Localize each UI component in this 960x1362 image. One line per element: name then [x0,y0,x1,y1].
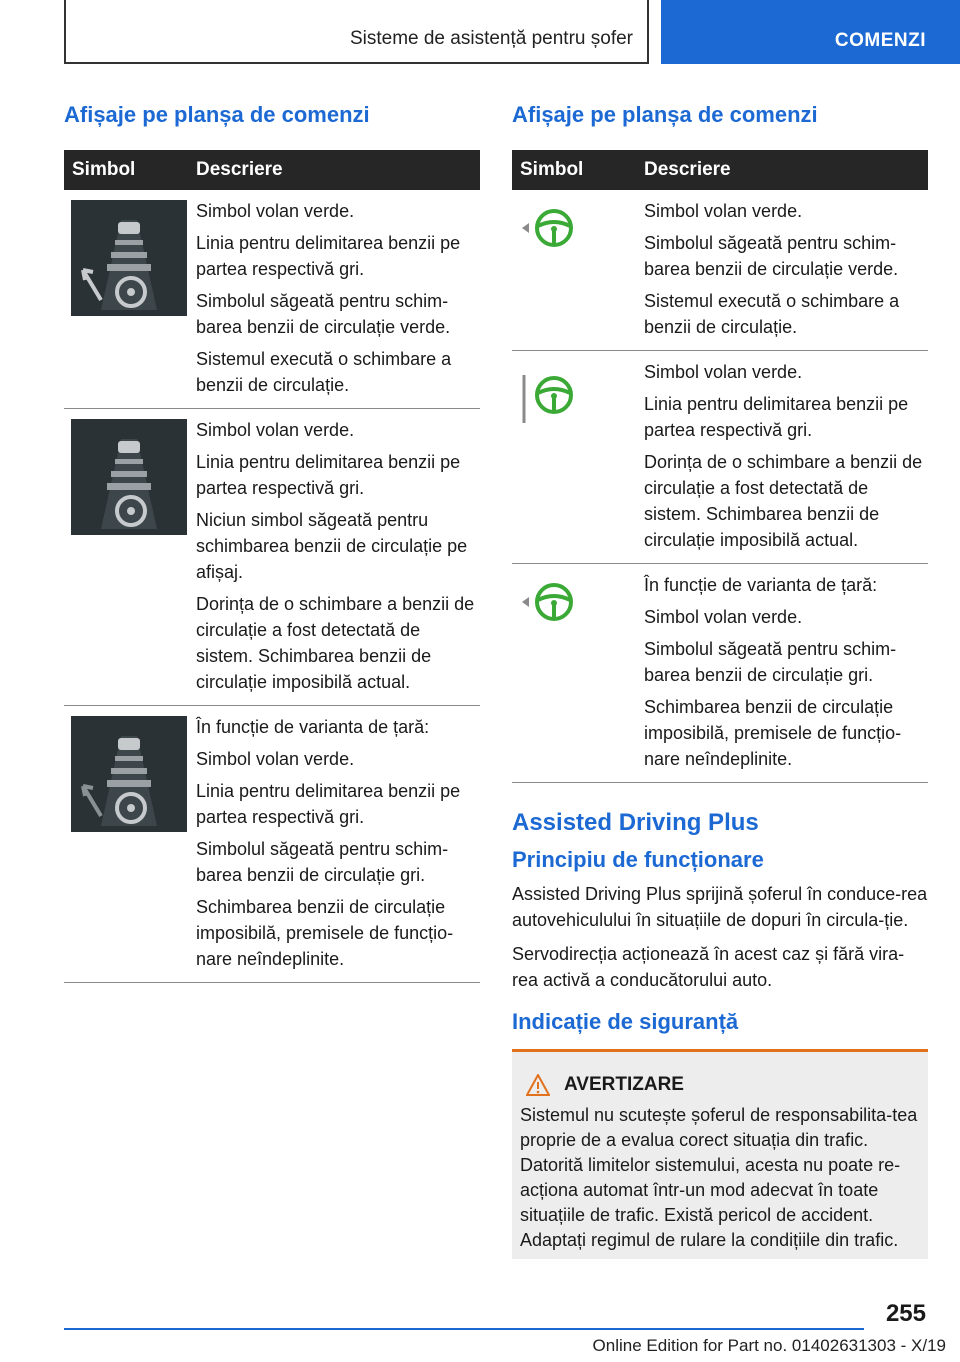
steering-wheel-gray-arrow-icon [520,580,580,624]
left-table-header [64,150,480,190]
warning-text: Sistemul nu scutește șoferul de responsabilita-tea proprie de a evalua corect situația din trafic. Datorită limitelor sistemului, acesta nu poate re-acționa automat într-un mod adecvat în toate situațiile de trafic. Există pericol de accident. Adaptați regimul de rulare la condițiile din trafic. [520,1105,918,1250]
row-line: În funcție de varianta de țară: [644,575,878,595]
row-line: Simbol volan verde. [644,362,803,382]
row-line: Simbol volan verde. [196,201,355,221]
lane-change-left-arrow-gray-icon [71,716,187,832]
right-section-title: Afișaje pe planșa de comenzi [512,102,818,127]
row-line: Simbol volan verde. [644,201,803,221]
footer-rule [64,1328,864,1330]
right-table-header [512,150,928,190]
footer-edition: Online Edition for Part no. 01402631303 - X/19 [592,1336,946,1355]
col-symbol-header: Simbol [72,159,136,180]
table-row [64,190,480,409]
row-line: Simbolul săgeată pentru schim-barea benzii de circulație gri. [196,839,449,885]
row-line: Linia pentru delimitarea benzii pe partea respectivă gri. [644,394,909,440]
right-column [512,98,928,1259]
row-line: Simbol volan verde. [196,749,355,769]
col-description-header: Descriere [196,159,283,180]
table-row [512,351,928,564]
row-line: Dorința de o schimbare a benzii de circulație a fost detectată de sistem. Schimbarea benzii de circulație imposibilă actual. [196,594,475,692]
table-row [512,564,928,783]
left-section-title: Afișaje pe planșa de comenzi [64,102,370,127]
page-number: 255 [885,1300,926,1327]
principle-title: Principiu de funcționare [512,847,764,872]
row-line: În funcție de varianta de țară: [196,717,430,737]
lane-change-left-arrow-green-icon [71,200,187,316]
header-chapter-tab[interactable] [661,0,960,64]
warning-triangle-icon [526,1074,550,1096]
header-section-title [64,0,649,64]
table-row [64,409,480,706]
row-line: Sistemul execută o schimbare a benzii de circulație. [196,349,452,395]
principle-paragraph-2: Servodirecția acționează în acest caz și fără vira-rea activă a conducătorului auto. [512,944,905,990]
col-description-header: Descriere [644,159,731,180]
warning-label: AVERTIZARE [564,1074,684,1095]
row-line: Schimbarea benzii de circulație imposibilă, premisele de funcțio-nare neîndeplinite. [644,697,902,769]
table-row [64,706,480,983]
row-line: Linia pentru delimitarea benzii pe partea respectivă gri. [196,233,461,279]
header-chapter-label: COMENZI [834,30,926,51]
assisted-driving-title: Assisted Driving Plus [512,809,759,836]
table-row [512,190,928,351]
row-line: Simbolul săgeată pentru schim-barea benzii de circulație verde. [644,233,899,279]
row-line: Schimbarea benzii de circulație imposibilă, premisele de funcțio-nare neîndeplinite. [196,897,454,969]
row-line: Simbol volan verde. [644,607,803,627]
row-line: Linia pentru delimitarea benzii pe partea respectivă gri. [196,781,461,827]
row-line: Simbol volan verde. [196,420,355,440]
steering-wheel-green-arrow-icon [520,206,580,250]
left-column [64,98,480,983]
lane-lines-no-arrow-icon [71,419,187,535]
col-symbol-header: Simbol [520,159,584,180]
row-line: Niciun simbol săgeată pentru schimbarea benzii de circulație pe afișaj. [196,510,468,582]
header-section-label: Sisteme de asistență pentru șofer [349,28,633,49]
row-line: Simbolul săgeată pentru schim-barea benzii de circulație gri. [644,639,897,685]
row-line: Linia pentru delimitarea benzii pe partea respectivă gri. [196,452,461,498]
row-line: Simbolul săgeată pentru schim-barea benzii de circulație verde. [196,291,451,337]
safety-title: Indicație de siguranță [512,1009,739,1034]
row-line: Dorința de o schimbare a benzii de circulație a fost detectată de sistem. Schimbarea benzii de circulație imposibilă actual. [644,452,923,550]
principle-paragraph: Assisted Driving Plus sprijină șoferul în conduce-rea autovehiculului în situațiile de dopuri în circula-ție. [512,884,928,930]
row-line: Sistemul execută o schimbare a benzii de circulație. [644,291,900,337]
warning-box [512,1049,928,1259]
steering-wheel-green-line-icon [520,367,580,423]
